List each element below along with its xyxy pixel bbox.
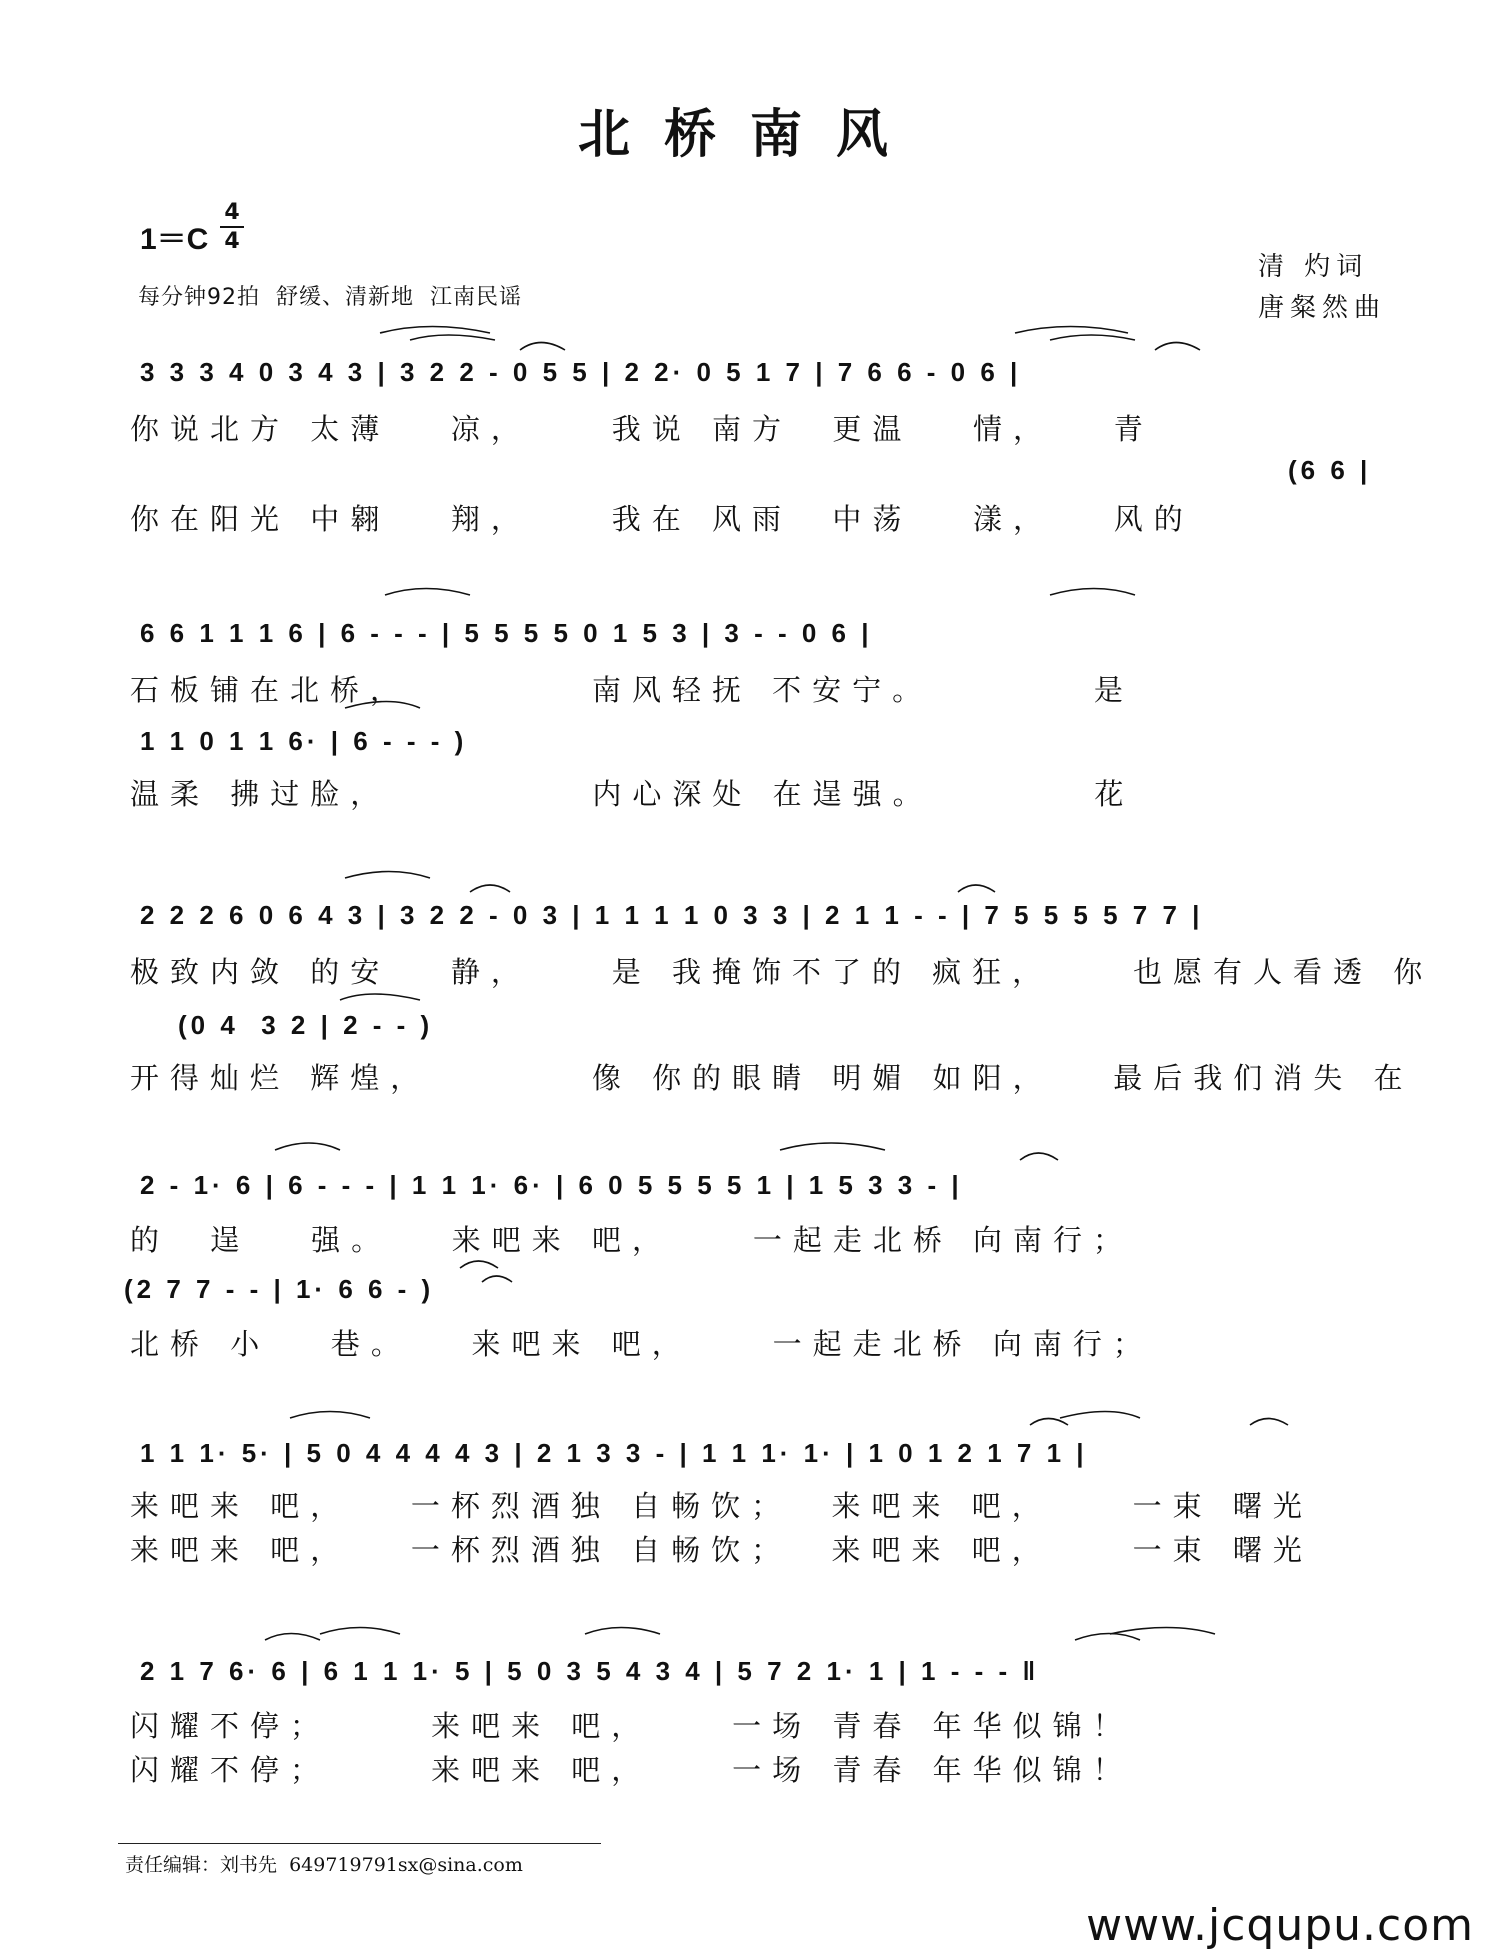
lyricist-credit: 清 灼词 bbox=[1258, 252, 1369, 282]
slur bbox=[520, 343, 565, 351]
page-title: 北桥南风 bbox=[577, 104, 922, 165]
notes-system-3-extra: (0 4 3 2 | 2 - - ) bbox=[178, 1010, 434, 1040]
slur bbox=[410, 335, 495, 340]
slur bbox=[460, 1261, 498, 1268]
slur bbox=[275, 1143, 340, 1150]
slur bbox=[1250, 1419, 1288, 1426]
slur bbox=[1050, 335, 1135, 340]
composer-credit: 唐粲然曲 bbox=[1258, 293, 1387, 323]
notes-system-3: 2 2 2 6 0 6 4 3 | 3 2 2 - 0 3 | 1 1 1 1 0 3 3 | 2 1 1 - - | 7 5 5 5 5 7 7 | bbox=[140, 900, 1204, 930]
time-signature-bottom: 4 bbox=[224, 229, 240, 254]
lyrics-system-4-verse-2: 北桥 小 巷。 来吧来 吧， 一起走北桥 向南行； bbox=[130, 1327, 1153, 1361]
slur bbox=[1030, 1419, 1068, 1426]
notes-system-4: 2 - 1· 6 | 6 - - - | 1 1 1· 6· | 6 0 5 5 5 5 1 | 1 5 3 3 - | bbox=[140, 1170, 963, 1200]
slur bbox=[320, 1628, 400, 1635]
slur bbox=[780, 1143, 885, 1150]
lyrics-system-5-verse-2: 来吧来 吧， 一杯烈酒独 自畅饮； 来吧来 吧， 一束 曙光 bbox=[130, 1533, 1313, 1567]
slur bbox=[340, 994, 420, 1000]
lyrics-system-3-verse-1: 极致内敛 的安 静， 是 我掩饰不了的 疯狂， 也愿有人看透 你 bbox=[130, 955, 1434, 989]
slur bbox=[380, 327, 490, 334]
notes-system-1: 3 3 3 4 0 3 4 3 | 3 2 2 - 0 5 5 | 2 2· 0 5 1 7 | 7 6 6 - 0 6 | bbox=[140, 357, 1022, 387]
notes-system-2-extra: 1 1 0 1 1 6· | 6 - - - ) bbox=[140, 726, 468, 756]
slur bbox=[1015, 327, 1128, 334]
time-signature-top: 4 bbox=[224, 200, 240, 225]
editor-credit: 责任编辑：刘书先 649719791sx@sina.com bbox=[125, 1854, 523, 1876]
key-signature: 1＝C bbox=[140, 223, 209, 256]
slur bbox=[1020, 1153, 1058, 1160]
slur bbox=[1060, 1412, 1140, 1419]
slur bbox=[585, 1628, 660, 1635]
notes-system-1-extra: (6 6 | bbox=[1288, 455, 1372, 485]
notes-system-4-extra: (2 7 7 - - | 1· 6 6 - ) bbox=[124, 1274, 435, 1304]
lyrics-system-4-verse-1: 的 逞 强。 来吧来 吧， 一起走北桥 向南行； bbox=[130, 1223, 1134, 1257]
lyrics-system-6-verse-1: 闪耀不停； 来吧来 吧， 一场 青春 年华似锦！ bbox=[130, 1709, 1133, 1743]
slur bbox=[958, 885, 995, 892]
lyrics-system-2-verse-1: 石板铺在北桥， 南风轻抚 不安宁。 是 bbox=[130, 673, 1134, 707]
notes-system-2: 6 6 1 1 1 6 | 6 - - - | 5 5 5 5 0 1 5 3 | 3 - - 0 6 | bbox=[140, 618, 873, 648]
lyrics-system-5-verse-1: 来吧来 吧， 一杯烈酒独 自畅饮； 来吧来 吧， 一束 曙光 bbox=[130, 1489, 1313, 1523]
slur bbox=[470, 885, 510, 892]
slur bbox=[385, 589, 470, 596]
slur bbox=[345, 702, 420, 709]
lyrics-system-1-verse-1: 你说北方 太薄 凉， 我说 南方 更温 情， 青 bbox=[130, 412, 1154, 446]
lyrics-system-1-verse-2: 你在阳光 中翱 翔， 我在 风雨 中荡 漾， 风的 bbox=[130, 502, 1194, 536]
slur bbox=[1110, 1628, 1215, 1635]
slur bbox=[290, 1412, 370, 1419]
slur bbox=[345, 872, 430, 879]
slur bbox=[1050, 589, 1135, 596]
notes-system-6: 2 1 7 6· 6 | 6 1 1 1· 5 | 5 0 3 5 4 3 4 | 5 7 2 1· 1 | 1 - - - ‖ bbox=[140, 1656, 1040, 1686]
tempo-marking: 每分钟92拍 舒缓、清新地 江南民谣 bbox=[138, 285, 522, 310]
lyrics-system-2-verse-2: 温柔 拂过脸， 内心深处 在逞强。 花 bbox=[130, 777, 1135, 811]
notes-system-5: 1 1 1· 5· | 5 0 4 4 4 4 3 | 2 1 3 3 - | 1 1 1· 1· | 1 0 1 2 1 7 1 | bbox=[140, 1438, 1088, 1468]
slur bbox=[1155, 343, 1200, 351]
lyrics-system-6-verse-2: 闪耀不停； 来吧来 吧， 一场 青春 年华似锦！ bbox=[130, 1753, 1133, 1787]
slur bbox=[1075, 1634, 1140, 1641]
slur bbox=[482, 1276, 512, 1282]
lyrics-system-3-verse-2: 开得灿烂 辉煌， 像 你的眼睛 明媚 如阳， 最后我们消失 在 bbox=[130, 1061, 1414, 1095]
watermark: www.jcqupu.com bbox=[1086, 1900, 1474, 1951]
slur bbox=[265, 1634, 320, 1641]
footer-divider bbox=[118, 1843, 601, 1844]
